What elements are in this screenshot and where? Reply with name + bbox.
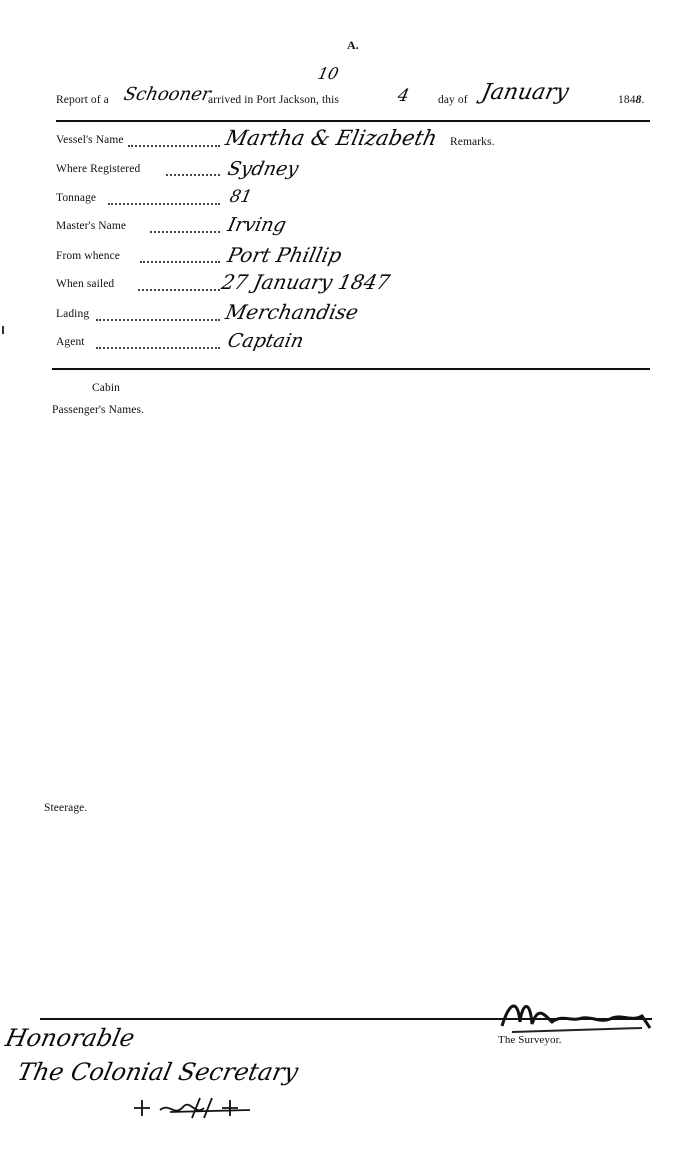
cabin-label: Cabin	[92, 382, 120, 394]
addressee-line-1: Honorable	[3, 1024, 138, 1052]
field-label-from-whence: From whence	[56, 250, 121, 262]
year-suffix-handwritten: 8	[635, 94, 642, 106]
leader-dots	[96, 319, 220, 321]
field-value-masters-name: Irving	[225, 214, 289, 236]
field-label-where-registered: Where Registered	[56, 163, 141, 175]
day-correction-handwritten: 10	[315, 64, 341, 83]
field-value-when-sailed: 27 January 1847	[219, 270, 393, 294]
field-value-from-whence: Port Phillip	[225, 243, 344, 267]
year-prefix: 184	[618, 94, 636, 106]
leader-dots	[108, 203, 220, 205]
field-label-tonnage: Tonnage	[56, 192, 97, 204]
arrived-text: arrived in Port Jackson, this	[208, 94, 339, 106]
year-printed: 1848.	[618, 94, 645, 106]
leader-dots	[128, 145, 220, 147]
leader-dots	[140, 261, 220, 263]
flourish-mark	[130, 1092, 280, 1122]
day-number-handwritten: 4	[395, 86, 411, 106]
leader-dots	[96, 347, 220, 349]
field-value-vessel-name: Martha & Elizabeth	[223, 126, 440, 150]
surveyor-label: The Surveyor.	[498, 1034, 562, 1046]
field-label-lading: Lading	[56, 308, 90, 320]
report-prefix: Report of a	[56, 94, 109, 106]
steerage-label: Steerage.	[44, 802, 88, 814]
details-rule	[52, 368, 650, 370]
form-letter: A.	[347, 38, 359, 52]
field-value-where-registered: Sydney	[225, 158, 301, 180]
field-label-vessel-name: Vessel's Name	[56, 134, 124, 146]
field-value-agent: Captain	[225, 330, 306, 352]
field-label-agent: Agent	[56, 336, 85, 348]
field-label-masters-name: Master's Name	[56, 220, 127, 232]
addressee-line-2: The Colonial Secretary	[15, 1058, 301, 1086]
header-rule	[56, 120, 650, 122]
remarks-label: Remarks.	[450, 136, 495, 148]
leader-dots	[166, 174, 220, 176]
day-of-text: day of	[438, 94, 468, 106]
field-value-tonnage: 81	[227, 187, 254, 207]
field-label-when-sailed: When sailed	[56, 278, 115, 290]
margin-mark	[2, 326, 4, 334]
passengers-label: Passenger's Names.	[52, 404, 145, 416]
field-value-lading: Merchandise	[223, 300, 361, 324]
month-handwritten: January	[479, 80, 572, 105]
leader-dots	[150, 231, 220, 233]
vessel-type-handwritten: Schooner	[121, 84, 213, 105]
leader-dots	[138, 289, 220, 291]
